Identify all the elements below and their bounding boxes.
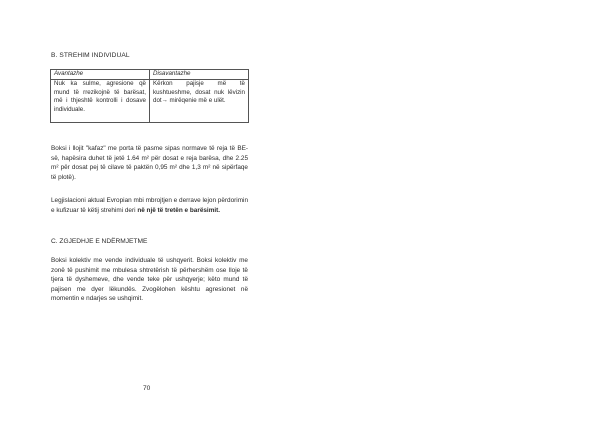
section-heading-b: B. STREHIM INDIVIDUAL: [51, 52, 130, 59]
right-page: [300, 0, 600, 425]
legislation-bold: në një të tretën e barësimit.: [137, 206, 221, 214]
advantages-table: [50, 69, 249, 123]
disadvantages-cell: Kërkon pajisje më të kushtueshme, dosat nuk lëvizin dot→ mirëqenie më e ulët.: [150, 80, 249, 123]
paragraph-legislation: [51, 196, 248, 215]
section-heading-c: C. ZGJEDHJE E NDËRMJETME: [51, 238, 148, 245]
paragraph-collective-box: Boksi kolektiv me vende individuale të ushqyerit. Boksi kolektiv me zonë të pushimit me mbulesa shtretërish të përhershëm ose lloje të tjera të dyshemeve, dhe vende teke për ushqyerje; këto mund të pajisen me dyer lëkundës. Zvogëlohen kështu agresionet në momentin e ndarjes se ushqimit.: [51, 257, 248, 303]
advantages-cell: Nuk ka sulme, agresione që mund të rrezikojnë të barësat, më i thjeshtë kontrolli i dosave individuale.: [51, 80, 150, 123]
legislation-text: Legjislacioni aktual Evropian mbi mbrojtjen e derrave lejon përdorimin e kufizuar të këtij strehimi deri: [51, 197, 248, 214]
paragraph-box-cage: Boksi i llojit "kafaz" me porta të pasme sipas normave të reja të BE-së, hapësira duhet të jetë 1.64 m² për dosat e reja barësa, dhe 2.25 m² për dosat pej të cilave të paktën 0,95 m² dhe 1,3 m² në sipërfaqe të plotë).: [51, 145, 248, 181]
page-number-left: 70: [143, 385, 151, 392]
advantages-header: Avantazhe: [51, 70, 150, 80]
disadvantages-header: Disavantazhe: [150, 70, 249, 80]
